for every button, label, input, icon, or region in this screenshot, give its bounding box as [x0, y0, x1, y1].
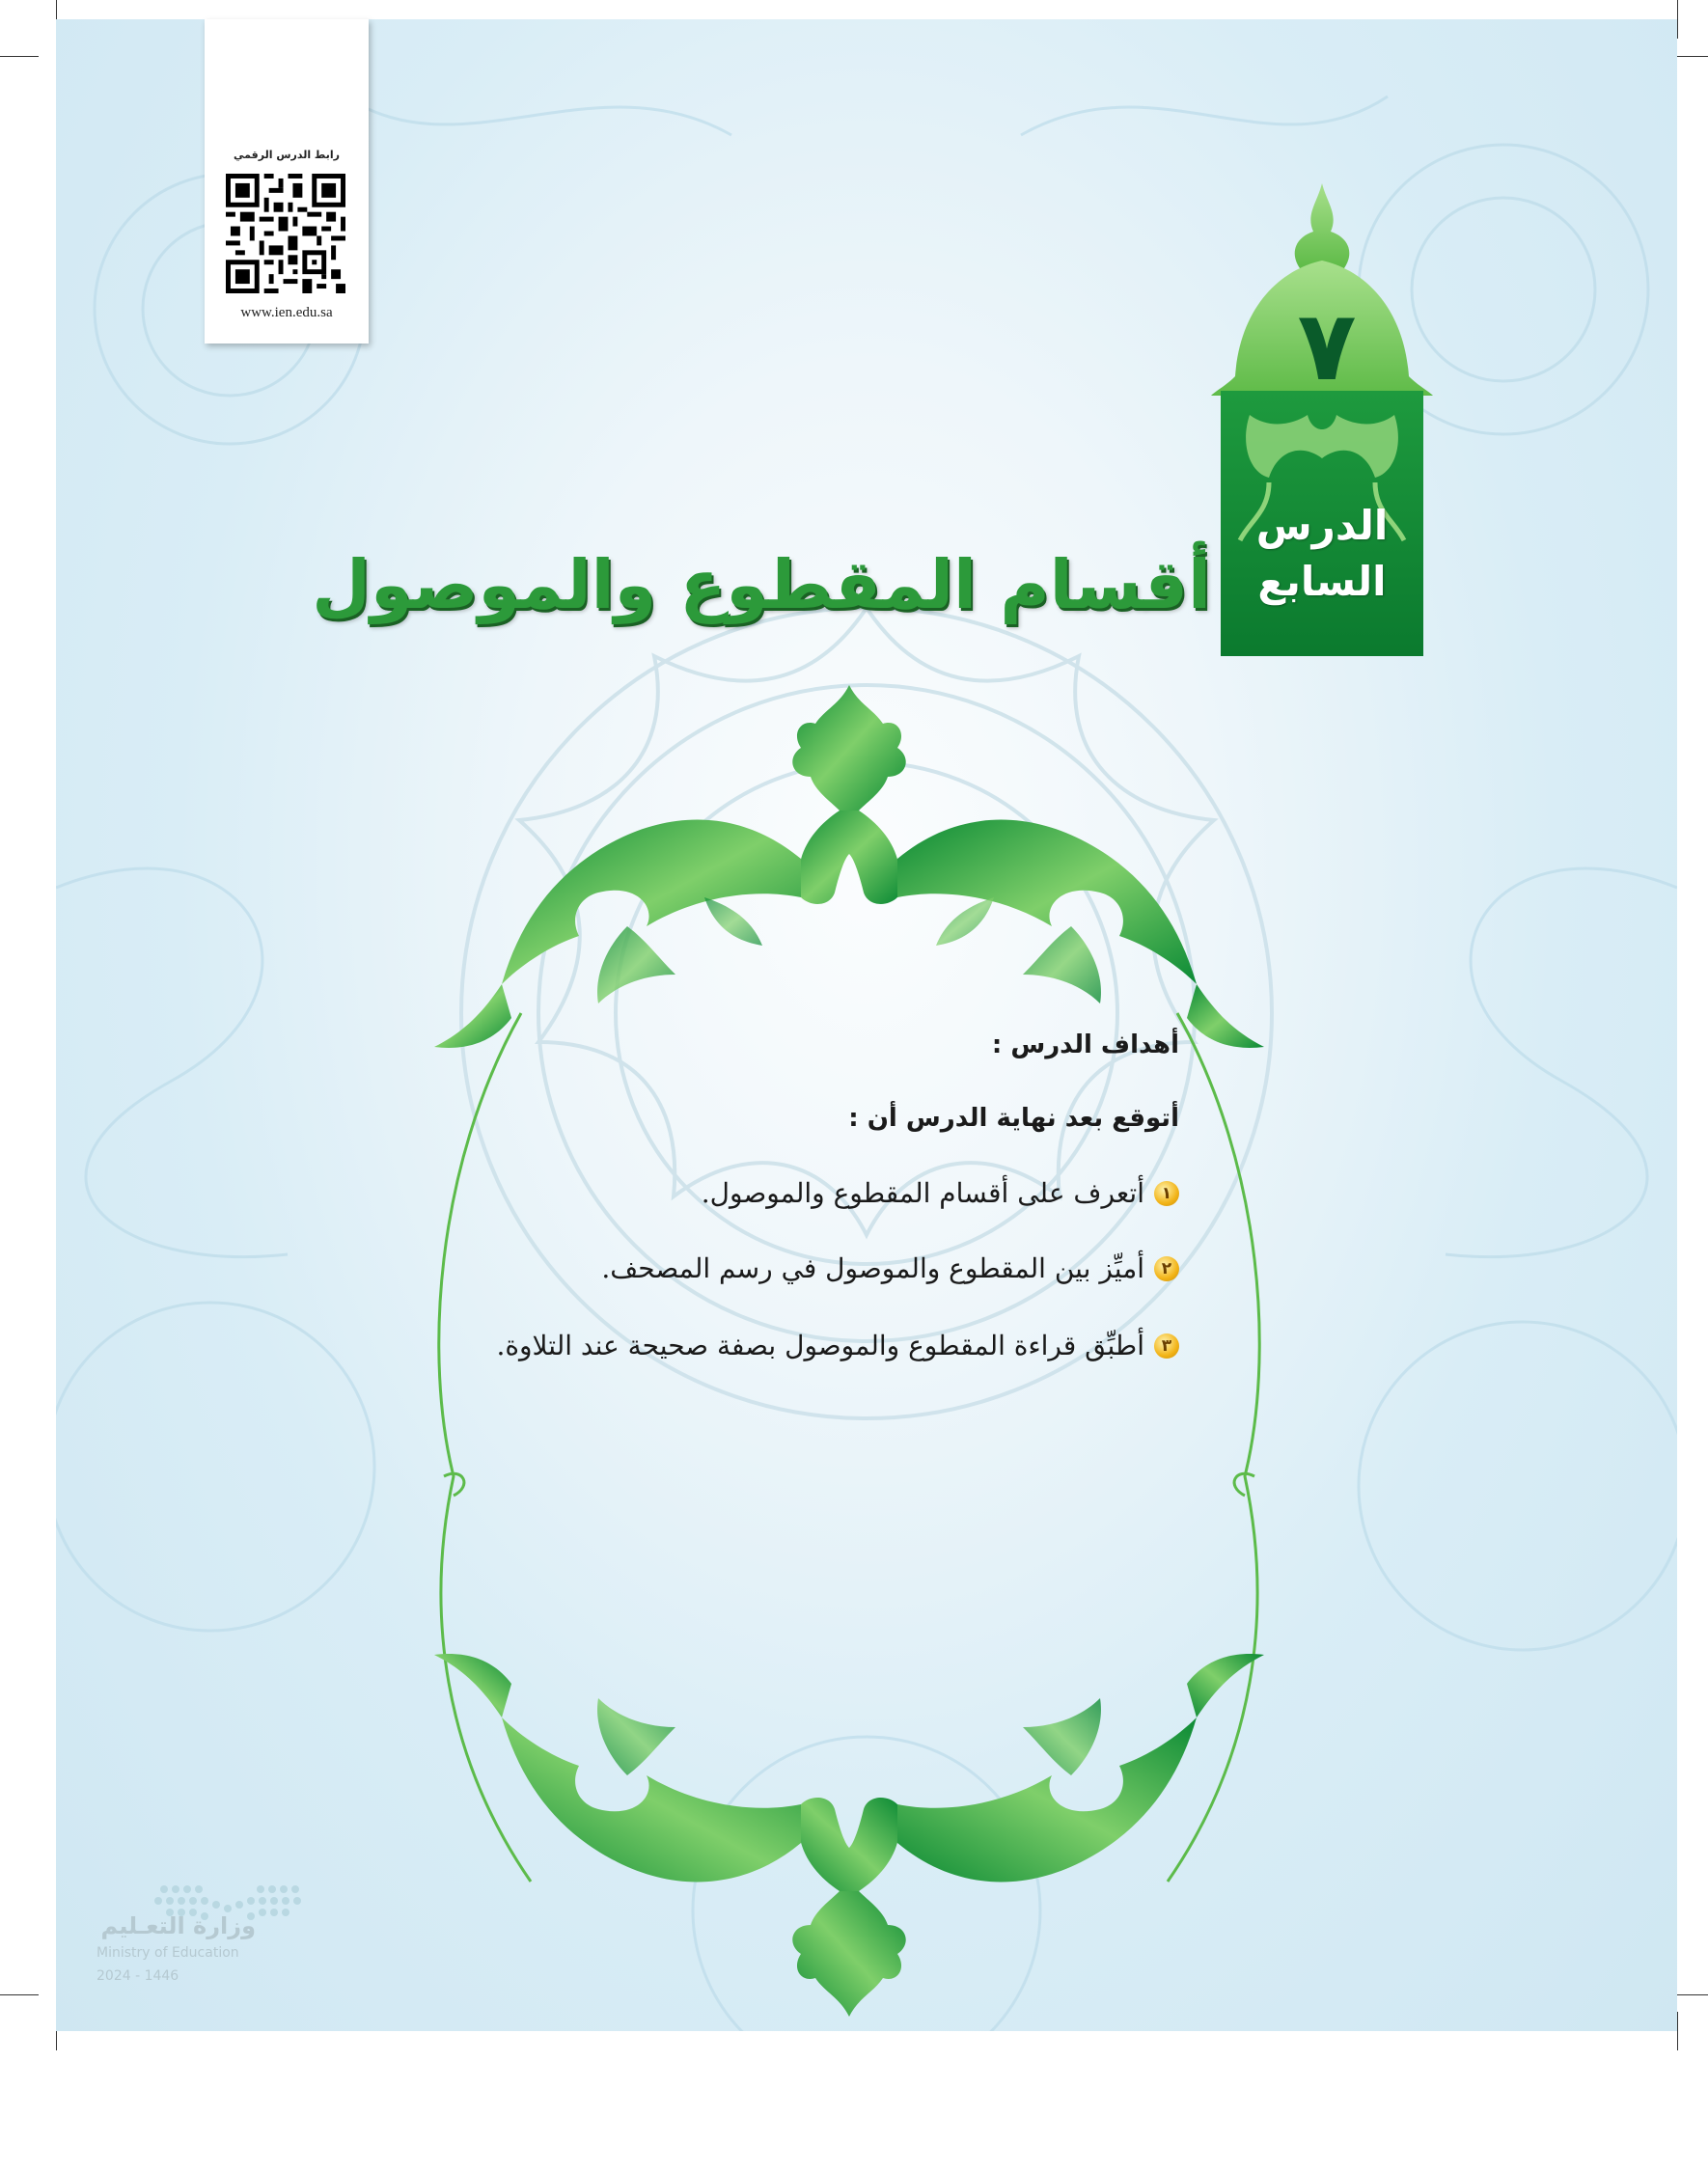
objective-number: ٣	[1154, 1333, 1179, 1359]
objectives-heading: أهداف الدرس :	[991, 1031, 1179, 1059]
lesson-label-line2: السابع	[1257, 558, 1387, 605]
qr-caption: رابط الدرس الرقمي	[234, 149, 340, 161]
qr-url[interactable]: www.ien.edu.sa	[240, 305, 333, 320]
objective-item	[702, 1177, 1179, 1209]
lesson-label-line1: الدرس	[1255, 502, 1389, 549]
objective-text: أميِّز بين المقطوع والموصول في رسم المصحف.	[601, 1252, 1144, 1284]
objective-number: ١	[1154, 1181, 1179, 1206]
objective-text: أتعرف على أقسام المقطوع والموصول.	[701, 1177, 1144, 1209]
ministry-year: 2024 - 1446	[96, 1968, 179, 1984]
objectives-intro: أتوقع بعد نهاية الدرس أن :	[848, 1104, 1179, 1133]
objective-number: ٢	[1154, 1256, 1179, 1281]
ministry-name-english: Ministry of Education	[96, 1945, 239, 1961]
ministry-name-arabic: وزارة التعـليم	[100, 1912, 256, 1939]
objective-item	[496, 1330, 1179, 1361]
crop-mark	[0, 1994, 39, 1995]
crop-mark	[1677, 0, 1678, 39]
ornamental-frame	[386, 666, 1312, 2171]
qr-card[interactable]	[205, 19, 369, 344]
crop-mark	[0, 56, 39, 57]
crop-mark	[1677, 2012, 1678, 2050]
objective-item	[601, 1252, 1179, 1284]
lesson-title: أقسام المقطوع والموصول	[312, 545, 1211, 624]
lesson-number: ٧	[1297, 289, 1357, 402]
qr-code-icon[interactable]	[226, 174, 345, 293]
objective-text: أطبِّق قراءة المقطوع والموصول بصفة صحيحة عند التلاوة.	[496, 1330, 1144, 1361]
